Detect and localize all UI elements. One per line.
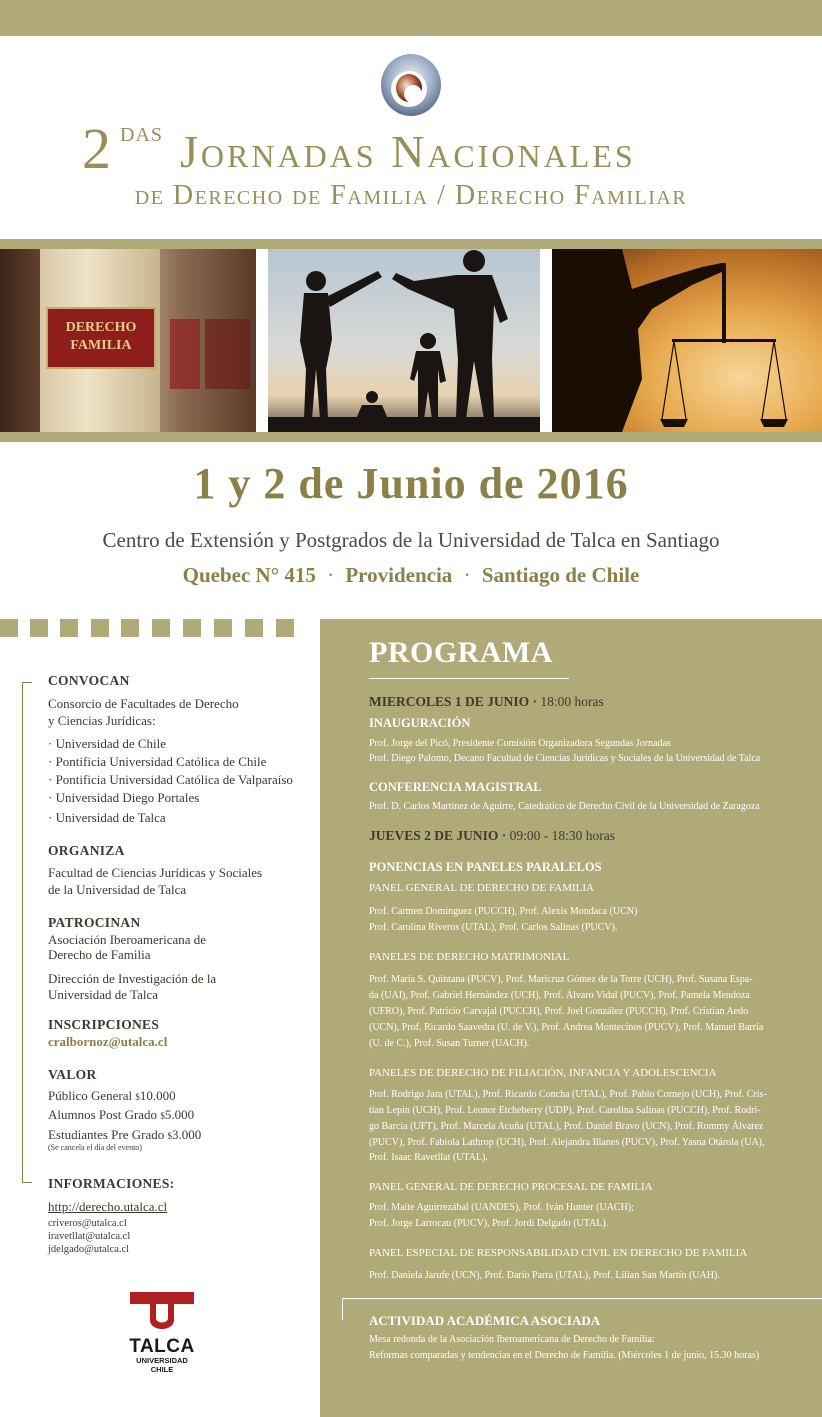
info-email[interactable]: iravetllat@utalca.cl xyxy=(48,1231,131,1242)
panel-line: Prof. Carmen Domínguez (PUCCH), Prof. Alexis Mondaca (UCN) xyxy=(369,906,638,917)
valor-heading: VALOR xyxy=(48,1067,97,1082)
info-email[interactable]: jdelgado@utalca.cl xyxy=(48,1244,130,1255)
panel-line: da (UAI), Prof. Gabriel Hernández (UCH), Prof. Álvaro Vidal (PUCV), Prof. Pamela Mendoza xyxy=(369,990,750,1001)
day2-sep: · xyxy=(498,828,510,843)
organiza-heading: ORGANIZA xyxy=(48,843,125,858)
panel-title: PANEL ESPECIAL DE RESPONSABILIDAD CIVIL EN DERECHO DE FAMILIA xyxy=(369,1247,748,1259)
day2-label: JUEVES 2 DE JUNIO xyxy=(369,828,499,843)
price-label: Público General xyxy=(48,1088,133,1103)
price-row xyxy=(48,1106,194,1125)
panel-line: tian Lepin (UCH), Prof. Leonor Etcheberry (UDP), Prof. Carolina Salinas (PUCCH), Prof. Rodri- xyxy=(369,1105,761,1116)
patrocinan-heading: PATROCINAN xyxy=(48,915,141,930)
convocan-item: · Universidad de Talca xyxy=(48,810,166,825)
book-photo xyxy=(0,249,256,432)
justice-scale-photo xyxy=(552,249,822,432)
day1-time: 18:00 horas xyxy=(540,694,604,709)
price-note: (Se cancela el día del evento) xyxy=(48,1143,142,1152)
price-amount: 10.000 xyxy=(139,1088,176,1103)
conferencia-line: Prof. D. Carlos Martínez de Aguirre, Catedrático de Derecho Civil de la Universidad de Zaragoza xyxy=(369,801,760,812)
info-url-link[interactable]: http://derecho.utalca.cl xyxy=(48,1199,168,1214)
edition-suffix: DAS xyxy=(120,124,164,146)
family-silhouette-photo xyxy=(268,249,540,432)
info-email[interactable]: criveros@utalca.cl xyxy=(48,1218,127,1229)
price-label: Alumnos Post Grado xyxy=(48,1107,158,1122)
convocan-heading: CONVOCAN xyxy=(48,673,130,688)
organiza-line: Facultad de Ciencias Jurídicas y Sociales xyxy=(48,865,263,880)
panel-line: Prof. Rodrigo Jara (UTAL), Prof. Ricardo Concha (UTAL), Prof. Pablo Cornejo (UCH), Prof. Cris- xyxy=(369,1089,767,1100)
patrocinan-line: Universidad de Talca xyxy=(48,987,159,1002)
university-logo-sub xyxy=(124,1356,200,1374)
panel-line: Prof. Daniela Jarufe (UCN), Prof. Darío Parra (UTAL), Prof. Lilian San Martín (UAH). xyxy=(369,1270,720,1281)
book-spine-label: DERECHO FAMILIA xyxy=(65,320,137,353)
top-bar xyxy=(0,0,822,36)
event-logo-icon xyxy=(378,52,444,118)
panel-line: Prof. Maite Aguirrezábal (UANDES), Prof. Iván Hunter (UACH); xyxy=(369,1202,634,1213)
sidebar-rule xyxy=(22,682,23,1182)
panel-line: Prof. María S. Quintana (PUCV), Prof. Maricruz Gómez de la Torre (UCH), Prof. Susana Espa- xyxy=(369,974,753,985)
sidebar-rule-tick xyxy=(22,682,32,683)
actividad-heading: ACTIVIDAD ACADÉMICA ASOCIADA xyxy=(369,1313,601,1328)
price-currency: $ xyxy=(167,1131,173,1141)
patrocinan-line: Dirección de Investigación de la xyxy=(48,971,217,986)
actividad-line: Mesa redonda de la Asociación Iberoamericana de Derecho de Familia: xyxy=(369,1334,655,1345)
sidebar-rule-tick xyxy=(22,1182,32,1183)
event-address xyxy=(0,563,822,588)
program-title: PROGRAMA xyxy=(369,636,553,669)
panel-line: Prof. Jorge Larrocau (PUCV), Prof. Jordi Delgado (UTAL). xyxy=(369,1218,609,1229)
panel-line: Prof. Carolina Riveros (UTAL), Prof. Carlos Salinas (PUCV). xyxy=(369,922,618,933)
page-title: Jornadas Nacionales xyxy=(180,126,636,177)
conferencia-heading: CONFERENCIA MAGISTRAL xyxy=(369,780,542,794)
patrocinan-line: Asociación Iberoamericana de xyxy=(48,932,207,947)
university-logo-sub2: CHILE xyxy=(150,1365,174,1374)
informaciones-heading: INFORMACIONES: xyxy=(48,1176,175,1191)
panel-title: PANEL GENERAL DE DERECHO DE FAMILIA xyxy=(369,882,594,894)
convocan-intro: Consorcio de Facultades de Derecho xyxy=(48,696,239,711)
convocan-item: · Pontificia Universidad Católica de Chile xyxy=(48,754,267,769)
university-logo-sub1: UNIVERSIDAD xyxy=(136,1356,188,1365)
inscripciones-heading: INSCRIPCIONES xyxy=(48,1017,160,1032)
convocan-item: · Universidad de Chile xyxy=(48,736,167,751)
photo-band-top xyxy=(0,239,822,249)
inauguracion-heading: INAUGURACIÓN xyxy=(369,716,471,730)
price-amount: 3.000 xyxy=(172,1127,202,1142)
photo-band-bottom xyxy=(0,432,822,442)
convocan-intro: y Ciencias Jurídicas: xyxy=(48,713,156,728)
price-amount: 5.000 xyxy=(164,1107,195,1122)
program-title-rule xyxy=(369,678,569,679)
patrocinan-line: Derecho de Familia xyxy=(48,947,151,962)
photo-strip xyxy=(0,249,822,432)
university-logo-name: TALCA xyxy=(129,1336,195,1357)
actividad-line: Reformas comparadas y tendencias en el Derecho de Familia. (Miércoles 1 de junio, 15.30 horas) xyxy=(369,1350,760,1361)
address-district: Providencia xyxy=(345,563,453,587)
panel-line: (UFRO), Prof. Patricio Carvajal (PUCCH), Prof. Joel González (PUCCH), Prof. Cristian Aedo xyxy=(369,1006,749,1017)
headline xyxy=(0,118,822,188)
panel-line: (PUCV), Prof. Fabiola Lathrop (UCH), Prof. Alejandra Illanes (PUCV), Prof. Yasna Otárola (UA), xyxy=(369,1137,765,1148)
ponencias-heading: PONENCIAS EN PANELES PARALELOS xyxy=(369,860,602,874)
address-street: Quebec N° 415 xyxy=(182,563,316,587)
price-row xyxy=(48,1087,176,1106)
organiza-line: de la Universidad de Talca xyxy=(48,882,187,897)
page-subtitle: de Derecho de Familia / Derecho Familiar xyxy=(134,180,688,211)
panel-line: Prof. Isaac Ravetllat (UTAL). xyxy=(369,1152,488,1163)
panel-title: PANELES DE DERECHO MATRIMONIAL xyxy=(369,951,570,963)
panel-line: go Barcia (UFT), Prof. Marcela Acuña (UTAL), Prof. Daniel Bravo (UCN), Prof. Rommy Álvarez xyxy=(369,1121,764,1132)
price-label: Estudiantes Pre Grado xyxy=(48,1127,165,1142)
day2-time: 09:00 - 18:30 horas xyxy=(509,828,616,843)
panel-line: (UCN), Prof. Ricardo Saavedra (U. de V.), Prof. Andrea Montecinos (PUCV), Prof. Manuel Barría xyxy=(369,1022,764,1033)
day1-label: MIERCOLES 1 DE JUNIO xyxy=(369,694,530,709)
inauguracion-line: Prof. Jorge del Picó, Presidente Comisión Organizadora Segundas Jornadas xyxy=(369,738,671,749)
panel-title: PANELES DE DERECHO DE FILIACIÓN, INFANCIA Y ADOLESCENCIA xyxy=(369,1067,717,1079)
dashed-divider xyxy=(0,619,320,637)
address-separator: · xyxy=(463,563,471,587)
address-separator: · xyxy=(327,563,335,587)
day2-heading xyxy=(369,828,615,844)
inauguracion-line: Prof. Diego Palomo, Decano Facultad de Ciencias Jurídicas y Sociales de la Universidad de Talca xyxy=(369,753,761,764)
event-date: 1 y 2 de Junio de 2016 xyxy=(193,459,629,508)
university-logo-icon xyxy=(126,1290,198,1340)
convocan-item: · Universidad Diego Portales xyxy=(48,790,200,805)
price-currency: $ xyxy=(135,1092,140,1102)
price-currency: $ xyxy=(160,1111,165,1121)
event-venue: Centro de Extensión y Postgrados de la Universidad de Talca en Santiago xyxy=(102,528,720,552)
address-city: Santiago de Chile xyxy=(481,563,640,587)
convocan-item: · Pontificia Universidad Católica de Valparaíso xyxy=(48,772,293,787)
inscripciones-email[interactable]: cralbornoz@utalca.cl xyxy=(48,1034,168,1049)
day1-heading xyxy=(369,694,604,710)
edition-number: 2 xyxy=(82,116,111,181)
panel-title: PANEL GENERAL DE DERECHO PROCESAL DE FAMILIA xyxy=(369,1181,653,1193)
panel-line: (U. de C.), Prof. Susan Turner (UACH). xyxy=(369,1038,530,1049)
day1-sep: · xyxy=(529,694,541,709)
